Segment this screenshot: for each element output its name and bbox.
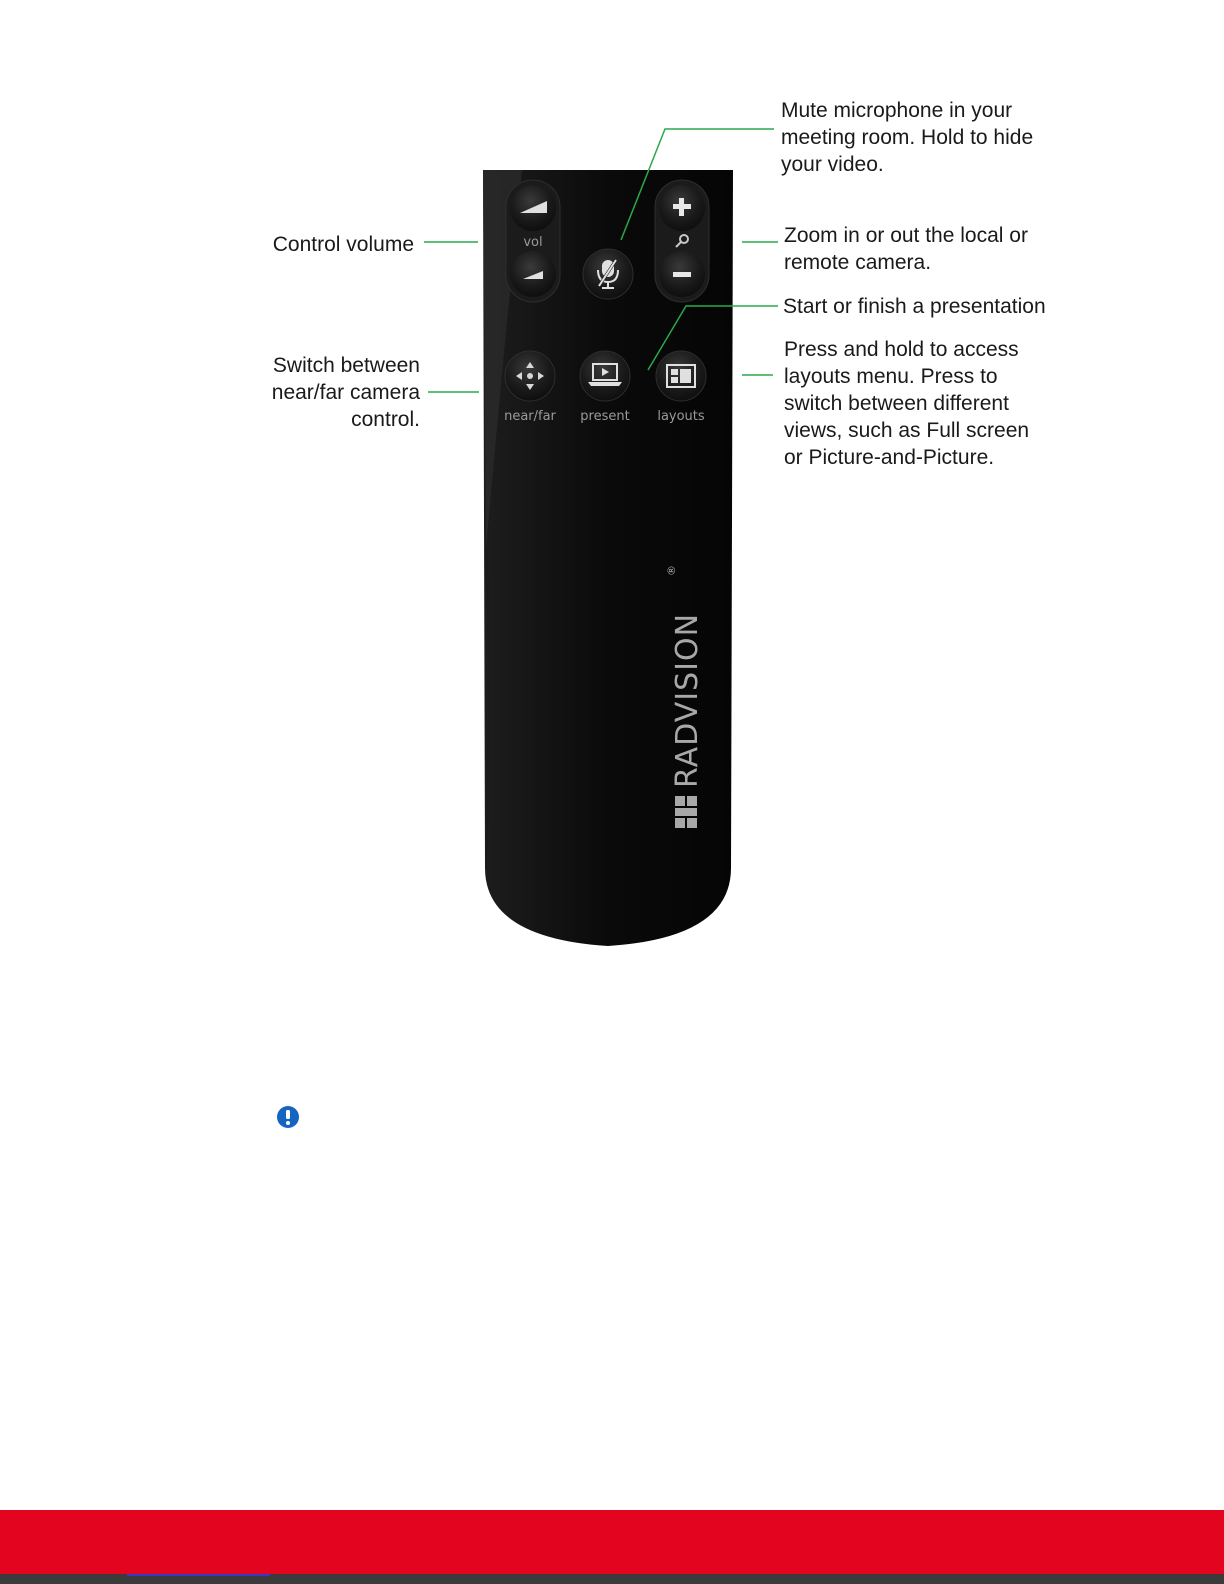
present-label: present: [580, 409, 630, 424]
brand-logo-text: RADVISION: [670, 612, 705, 788]
callout-zoom: Zoom in or out the local or remote camera.: [784, 224, 1028, 274]
callout-near-far: Switch between near/far camera control.: [271, 354, 420, 431]
brand-registered-mark: ®: [665, 565, 678, 576]
leader-mute: [621, 129, 774, 240]
vol-label: vol: [523, 235, 543, 250]
callout-volume: Control volume: [272, 233, 414, 256]
callout-present: Start or finish a presentation: [783, 295, 1046, 318]
footer-link-underline[interactable]: [127, 1574, 270, 1576]
layouts-label: layouts: [657, 409, 705, 424]
footer-red-band: [0, 1510, 1224, 1574]
callout-layouts: Press and hold to access layouts menu. Press to switch between different views, such as Full screen or Picture-and-Picture.: [784, 338, 1030, 469]
callout-mute: Mute microphone in your meeting room. Hold to hide your video.: [781, 99, 1034, 176]
leader-present: [648, 306, 778, 370]
exclamation-circle-icon: [277, 1106, 299, 1128]
near-far-label: near/far: [504, 409, 556, 424]
